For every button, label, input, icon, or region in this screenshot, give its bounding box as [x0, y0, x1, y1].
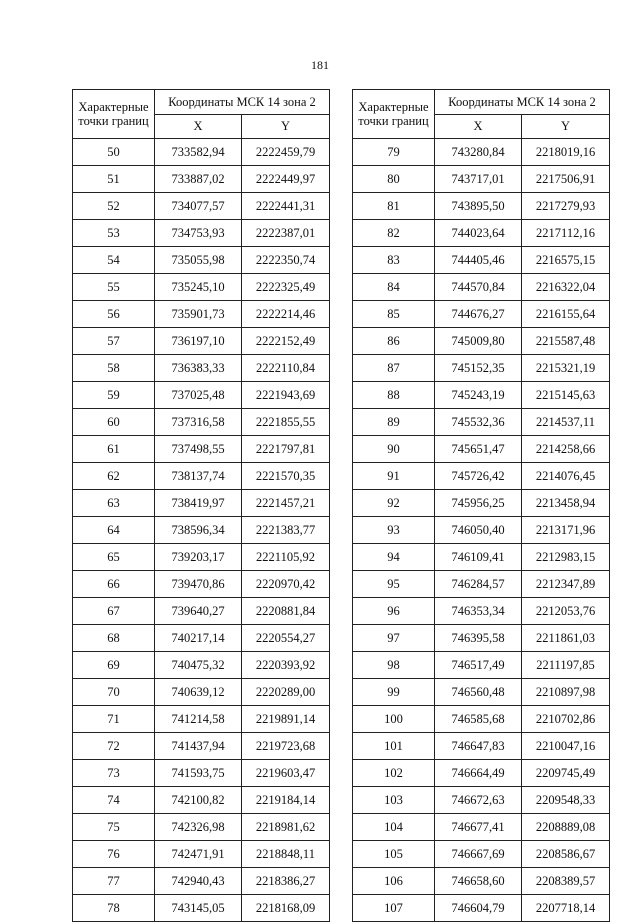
point-number-cell: 53 [73, 220, 155, 247]
y-coordinate-cell: 2222387,01 [242, 220, 330, 247]
point-number-cell: 105 [353, 841, 435, 868]
table-row [353, 679, 610, 706]
y-coordinate-cell: 2219723,68 [242, 733, 330, 760]
table-row [353, 301, 610, 328]
y-coordinate-cell: 2213171,96 [522, 517, 610, 544]
x-coordinate-cell: 742940,43 [155, 868, 242, 895]
points-header-line2: точки границ [78, 114, 149, 128]
x-coordinate-cell: 746353,34 [435, 598, 522, 625]
table-body-right [353, 139, 610, 922]
point-number-cell: 86 [353, 328, 435, 355]
y-coordinate-cell: 2218981,62 [242, 814, 330, 841]
y-coordinate-cell: 2220393,92 [242, 652, 330, 679]
y-coordinate-cell: 2208889,08 [522, 814, 610, 841]
x-coordinate-cell: 745532,36 [435, 409, 522, 436]
x-coordinate-cell: 735055,98 [155, 247, 242, 274]
x-coordinate-cell: 746585,68 [435, 706, 522, 733]
table-row [353, 490, 610, 517]
y-coordinate-cell: 2219184,14 [242, 787, 330, 814]
y-coordinate-cell: 2222441,31 [242, 193, 330, 220]
table-row [73, 625, 330, 652]
point-number-cell: 74 [73, 787, 155, 814]
table-row [73, 868, 330, 895]
table-row [73, 598, 330, 625]
x-coordinate-cell: 733887,02 [155, 166, 242, 193]
table-row [73, 679, 330, 706]
y-coordinate-cell: 2216322,04 [522, 274, 610, 301]
x-coordinate-cell: 740217,14 [155, 625, 242, 652]
point-number-cell: 72 [73, 733, 155, 760]
table-row [353, 787, 610, 814]
point-number-cell: 61 [73, 436, 155, 463]
y-coordinate-cell: 2222214,46 [242, 301, 330, 328]
y-coordinate-cell: 2215587,48 [522, 328, 610, 355]
y-coordinate-cell: 2221855,55 [242, 409, 330, 436]
point-number-cell: 90 [353, 436, 435, 463]
y-coordinate-cell: 2220554,27 [242, 625, 330, 652]
x-coordinate-cell: 746658,60 [435, 868, 522, 895]
point-number-cell: 93 [353, 517, 435, 544]
table-row [73, 301, 330, 328]
point-number-cell: 98 [353, 652, 435, 679]
y-coordinate-cell: 2218848,11 [242, 841, 330, 868]
y-coordinate-cell: 2211861,03 [522, 625, 610, 652]
x-coordinate-cell: 744570,84 [435, 274, 522, 301]
table-row [353, 463, 610, 490]
table-row [353, 571, 610, 598]
points-column-header [353, 90, 435, 139]
point-number-cell: 56 [73, 301, 155, 328]
point-number-cell: 99 [353, 679, 435, 706]
table-row [73, 517, 330, 544]
x-coordinate-cell: 746050,40 [435, 517, 522, 544]
x-coordinate-cell: 737316,58 [155, 409, 242, 436]
table-row [353, 868, 610, 895]
table-row [73, 760, 330, 787]
table-row [73, 139, 330, 166]
point-number-cell: 73 [73, 760, 155, 787]
points-header-line1: Характерные [78, 100, 149, 114]
point-number-cell: 59 [73, 382, 155, 409]
x-coordinate-cell: 743145,05 [155, 895, 242, 922]
table-row [73, 652, 330, 679]
point-number-cell: 82 [353, 220, 435, 247]
table-row [73, 490, 330, 517]
x-coordinate-cell: 740475,32 [155, 652, 242, 679]
point-number-cell: 103 [353, 787, 435, 814]
table-row [73, 193, 330, 220]
point-number-cell: 57 [73, 328, 155, 355]
table-row [353, 220, 610, 247]
point-number-cell: 89 [353, 409, 435, 436]
point-number-cell: 88 [353, 382, 435, 409]
x-coordinate-cell: 746664,49 [435, 760, 522, 787]
x-coordinate-cell: 736197,10 [155, 328, 242, 355]
table-row [73, 355, 330, 382]
x-coordinate-cell: 739203,17 [155, 544, 242, 571]
x-coordinate-cell: 738419,97 [155, 490, 242, 517]
table-row [73, 274, 330, 301]
x-coordinate-cell: 742326,98 [155, 814, 242, 841]
point-number-cell: 81 [353, 193, 435, 220]
x-coordinate-cell: 744023,64 [435, 220, 522, 247]
point-number-cell: 68 [73, 625, 155, 652]
points-header-line1: Характерные [358, 100, 429, 114]
y-coordinate-cell: 2222459,79 [242, 139, 330, 166]
table-row [73, 841, 330, 868]
coordinates-table-left [72, 89, 330, 922]
table-row [353, 598, 610, 625]
x-coordinate-cell: 743895,50 [435, 193, 522, 220]
point-number-cell: 84 [353, 274, 435, 301]
point-number-cell: 91 [353, 463, 435, 490]
x-coordinate-cell: 737025,48 [155, 382, 242, 409]
x-coordinate-cell: 738596,34 [155, 517, 242, 544]
point-number-cell: 83 [353, 247, 435, 274]
x-coordinate-cell: 745726,42 [435, 463, 522, 490]
coordinates-group-header: Координаты МСК 14 зона 2 [155, 90, 330, 115]
x-coordinate-cell: 735245,10 [155, 274, 242, 301]
y-coordinate-cell: 2212347,89 [522, 571, 610, 598]
x-coordinate-cell: 742471,91 [155, 841, 242, 868]
coordinates-group-header: Координаты МСК 14 зона 2 [435, 90, 610, 115]
x-coordinate-cell: 737498,55 [155, 436, 242, 463]
y-coordinate-cell: 2213458,94 [522, 490, 610, 517]
x-column-header: X [435, 115, 522, 139]
page-number: 181 [311, 58, 329, 72]
table-row [73, 814, 330, 841]
table-row [73, 220, 330, 247]
table-row [73, 787, 330, 814]
y-coordinate-cell: 2215145,63 [522, 382, 610, 409]
point-number-cell: 92 [353, 490, 435, 517]
table-row [353, 436, 610, 463]
point-number-cell: 70 [73, 679, 155, 706]
y-coordinate-cell: 2215321,19 [522, 355, 610, 382]
point-number-cell: 87 [353, 355, 435, 382]
y-coordinate-cell: 2222350,74 [242, 247, 330, 274]
x-coordinate-cell: 739640,27 [155, 598, 242, 625]
table-row [73, 382, 330, 409]
x-coordinate-cell: 745243,19 [435, 382, 522, 409]
y-coordinate-cell: 2220970,42 [242, 571, 330, 598]
y-coordinate-cell: 2221943,69 [242, 382, 330, 409]
y-coordinate-cell: 2221383,77 [242, 517, 330, 544]
x-coordinate-cell: 745651,47 [435, 436, 522, 463]
point-number-cell: 75 [73, 814, 155, 841]
table-row [73, 706, 330, 733]
x-coordinate-cell: 746604,79 [435, 895, 522, 922]
y-coordinate-cell: 2212983,15 [522, 544, 610, 571]
table-row [353, 166, 610, 193]
y-coordinate-cell: 2217279,93 [522, 193, 610, 220]
table-row [353, 625, 610, 652]
y-coordinate-cell: 2207718,14 [522, 895, 610, 922]
y-coordinate-cell: 2211197,85 [522, 652, 610, 679]
y-coordinate-cell: 2221457,21 [242, 490, 330, 517]
table-row [353, 652, 610, 679]
y-coordinate-cell: 2212053,76 [522, 598, 610, 625]
y-coordinate-cell: 2221797,81 [242, 436, 330, 463]
y-coordinate-cell: 2208389,57 [522, 868, 610, 895]
table-row [73, 733, 330, 760]
y-column-header: Y [522, 115, 610, 139]
points-column-header [73, 90, 155, 139]
point-number-cell: 100 [353, 706, 435, 733]
table-row [73, 247, 330, 274]
x-coordinate-cell: 741593,75 [155, 760, 242, 787]
point-number-cell: 77 [73, 868, 155, 895]
y-coordinate-cell: 2209548,33 [522, 787, 610, 814]
point-number-cell: 67 [73, 598, 155, 625]
point-number-cell: 65 [73, 544, 155, 571]
table-row [353, 274, 610, 301]
x-coordinate-cell: 744676,27 [435, 301, 522, 328]
point-number-cell: 78 [73, 895, 155, 922]
point-number-cell: 104 [353, 814, 435, 841]
table-row [73, 463, 330, 490]
y-coordinate-cell: 2220881,84 [242, 598, 330, 625]
table-row [73, 895, 330, 922]
x-coordinate-cell: 746560,48 [435, 679, 522, 706]
table-row [73, 409, 330, 436]
table-row [353, 706, 610, 733]
y-coordinate-cell: 2219891,14 [242, 706, 330, 733]
table-row [73, 436, 330, 463]
y-coordinate-cell: 2218386,27 [242, 868, 330, 895]
table-row [73, 166, 330, 193]
y-coordinate-cell: 2217506,91 [522, 166, 610, 193]
x-coordinate-cell: 746284,57 [435, 571, 522, 598]
point-number-cell: 60 [73, 409, 155, 436]
x-coordinate-cell: 746109,41 [435, 544, 522, 571]
table-row [353, 355, 610, 382]
y-coordinate-cell: 2209745,49 [522, 760, 610, 787]
x-column-header: X [155, 115, 242, 139]
point-number-cell: 94 [353, 544, 435, 571]
y-coordinate-cell: 2218168,09 [242, 895, 330, 922]
x-coordinate-cell: 733582,94 [155, 139, 242, 166]
point-number-cell: 80 [353, 166, 435, 193]
point-number-cell: 62 [73, 463, 155, 490]
point-number-cell: 50 [73, 139, 155, 166]
x-coordinate-cell: 740639,12 [155, 679, 242, 706]
x-coordinate-cell: 741437,94 [155, 733, 242, 760]
point-number-cell: 79 [353, 139, 435, 166]
point-number-cell: 71 [73, 706, 155, 733]
x-coordinate-cell: 734753,93 [155, 220, 242, 247]
x-coordinate-cell: 743280,84 [435, 139, 522, 166]
y-coordinate-cell: 2220289,00 [242, 679, 330, 706]
y-coordinate-cell: 2216155,64 [522, 301, 610, 328]
x-coordinate-cell: 746517,49 [435, 652, 522, 679]
x-coordinate-cell: 744405,46 [435, 247, 522, 274]
coordinates-table-right [352, 89, 610, 922]
point-number-cell: 69 [73, 652, 155, 679]
point-number-cell: 58 [73, 355, 155, 382]
y-coordinate-cell: 2218019,16 [522, 139, 610, 166]
x-coordinate-cell: 746672,63 [435, 787, 522, 814]
y-column-header: Y [242, 115, 330, 139]
x-coordinate-cell: 742100,82 [155, 787, 242, 814]
x-coordinate-cell: 743717,01 [435, 166, 522, 193]
y-coordinate-cell: 2214258,66 [522, 436, 610, 463]
point-number-cell: 76 [73, 841, 155, 868]
point-number-cell: 102 [353, 760, 435, 787]
table-row [353, 247, 610, 274]
y-coordinate-cell: 2214076,45 [522, 463, 610, 490]
point-number-cell: 85 [353, 301, 435, 328]
point-number-cell: 63 [73, 490, 155, 517]
point-number-cell: 107 [353, 895, 435, 922]
table-row [353, 382, 610, 409]
x-coordinate-cell: 739470,86 [155, 571, 242, 598]
y-coordinate-cell: 2217112,16 [522, 220, 610, 247]
point-number-cell: 106 [353, 868, 435, 895]
table-row [73, 544, 330, 571]
table-row [353, 733, 610, 760]
table-row [353, 841, 610, 868]
point-number-cell: 51 [73, 166, 155, 193]
point-number-cell: 95 [353, 571, 435, 598]
table-row [73, 328, 330, 355]
y-coordinate-cell: 2210702,86 [522, 706, 610, 733]
point-number-cell: 52 [73, 193, 155, 220]
x-coordinate-cell: 746647,83 [435, 733, 522, 760]
table-row [353, 760, 610, 787]
x-coordinate-cell: 745152,35 [435, 355, 522, 382]
y-coordinate-cell: 2208586,67 [522, 841, 610, 868]
y-coordinate-cell: 2222449,97 [242, 166, 330, 193]
point-number-cell: 54 [73, 247, 155, 274]
points-header-line2: точки границ [358, 114, 429, 128]
y-coordinate-cell: 2222110,84 [242, 355, 330, 382]
table-row [353, 814, 610, 841]
y-coordinate-cell: 2219603,47 [242, 760, 330, 787]
x-coordinate-cell: 746677,41 [435, 814, 522, 841]
table-row [73, 571, 330, 598]
x-coordinate-cell: 746667,69 [435, 841, 522, 868]
x-coordinate-cell: 734077,57 [155, 193, 242, 220]
table-row [353, 895, 610, 922]
x-coordinate-cell: 745009,80 [435, 328, 522, 355]
table-body-left [73, 139, 330, 922]
table-row [353, 139, 610, 166]
x-coordinate-cell: 745956,25 [435, 490, 522, 517]
x-coordinate-cell: 735901,73 [155, 301, 242, 328]
table-row [353, 409, 610, 436]
table-row [353, 328, 610, 355]
x-coordinate-cell: 746395,58 [435, 625, 522, 652]
point-number-cell: 66 [73, 571, 155, 598]
table-row [353, 517, 610, 544]
x-coordinate-cell: 736383,33 [155, 355, 242, 382]
point-number-cell: 55 [73, 274, 155, 301]
y-coordinate-cell: 2221105,92 [242, 544, 330, 571]
y-coordinate-cell: 2222325,49 [242, 274, 330, 301]
y-coordinate-cell: 2214537,11 [522, 409, 610, 436]
y-coordinate-cell: 2210897,98 [522, 679, 610, 706]
point-number-cell: 101 [353, 733, 435, 760]
table-row [353, 544, 610, 571]
table-row [353, 193, 610, 220]
point-number-cell: 96 [353, 598, 435, 625]
y-coordinate-cell: 2216575,15 [522, 247, 610, 274]
y-coordinate-cell: 2222152,49 [242, 328, 330, 355]
x-coordinate-cell: 738137,74 [155, 463, 242, 490]
y-coordinate-cell: 2221570,35 [242, 463, 330, 490]
point-number-cell: 64 [73, 517, 155, 544]
x-coordinate-cell: 741214,58 [155, 706, 242, 733]
point-number-cell: 97 [353, 625, 435, 652]
y-coordinate-cell: 2210047,16 [522, 733, 610, 760]
